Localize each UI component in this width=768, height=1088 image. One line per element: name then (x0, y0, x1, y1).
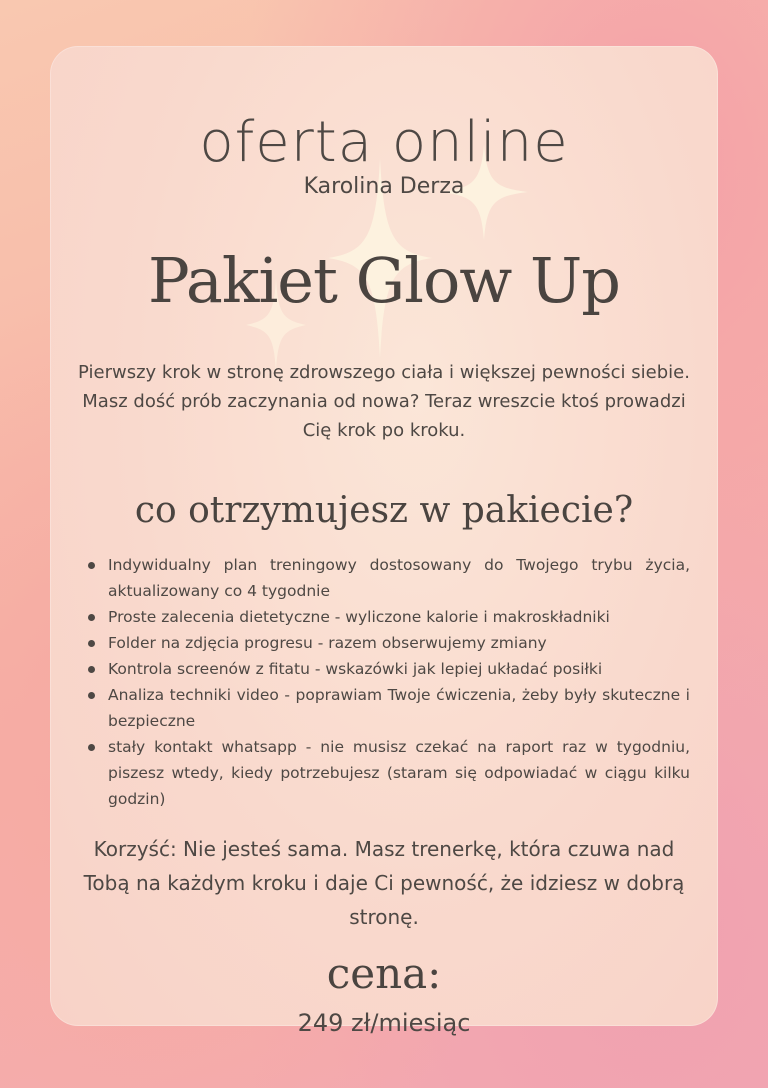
author-name: Karolina Derza (303, 174, 465, 199)
list-item: Folder na zdjęcia progresu - razem obserwujemy zmiany (88, 630, 690, 656)
bullet-icon (88, 562, 95, 569)
bullet-icon (88, 744, 95, 751)
features-list (88, 552, 690, 812)
package-name: Pakiet Glow Up (147, 244, 620, 317)
list-item: Kontrola screenów z fitatu - wskazówki jak lepiej układać posiłki (88, 656, 690, 682)
bullet-icon (88, 640, 95, 647)
list-item: stały kontakt whatsapp - nie musisz czekać na raport raz w tygodniu, piszesz wtedy, kiedy potrzebujesz (staram się odpowiadać w ciągu kilku godzin) (88, 734, 690, 812)
list-item: Indywidualny plan treningowy dostosowany do Twojego trybu życia, aktualizowany co 4 tygodnie (88, 552, 690, 604)
bullet-icon (88, 692, 95, 699)
offer-title: oferta online (199, 110, 569, 175)
price-value: 249 zł/miesiąc (297, 1009, 471, 1037)
list-item: Proste zalecenia dietetyczne - wyliczone kalorie i makroskładniki (88, 604, 690, 630)
bullet-icon (88, 666, 95, 673)
features-heading: co otrzymujesz w pakiecie? (134, 490, 634, 531)
package-intro: Pierwszy krok w stronę zdrowszego ciała i większej pewności siebie. Masz dość prób zaczynania od nowa? Teraz wreszcie ktoś prowadzi Cię krok po kroku. (78, 362, 690, 441)
list-item: Analiza techniki video - poprawiam Twoje ćwiczenia, żeby były skuteczne i bezpieczne (88, 682, 690, 734)
price-label: cena: (326, 949, 442, 998)
benefit-text: Korzyść: Nie jesteś sama. Masz trenerkę, która czuwa nad Tobą na każdym kroku i daje Ci pewność, że idziesz w dobrą stronę. (83, 837, 685, 929)
bullet-icon (88, 614, 95, 621)
offer-card (50, 46, 718, 1037)
